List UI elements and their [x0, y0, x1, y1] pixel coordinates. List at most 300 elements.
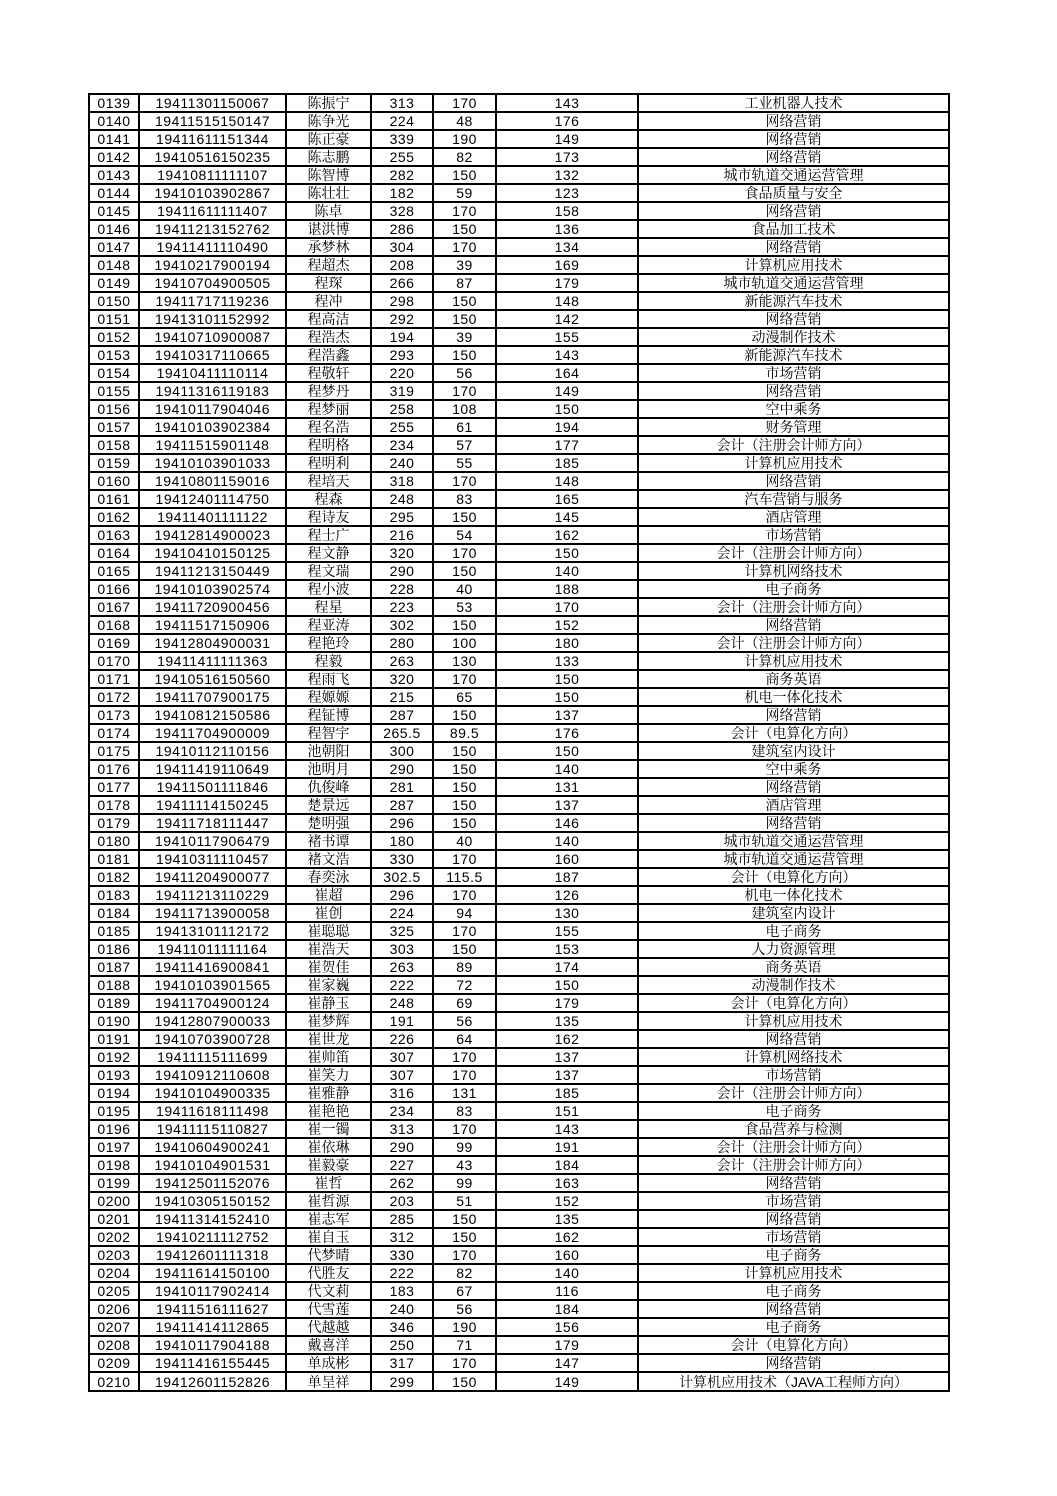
- cell-score-3: 148: [496, 292, 638, 310]
- cell-seq: 0187: [89, 958, 139, 976]
- cell-score-3: 179: [496, 1336, 638, 1354]
- cell-score-1: 320: [371, 544, 433, 562]
- cell-score-2: 108: [433, 400, 496, 418]
- cell-score-2: 71: [433, 1336, 496, 1354]
- table-row: [89, 922, 949, 940]
- cell-major: 市场营销: [638, 526, 949, 544]
- cell-name: 程雨飞: [286, 670, 371, 688]
- cell-exam-number: 19411713900058: [139, 904, 286, 922]
- cell-seq: 0190: [89, 1012, 139, 1030]
- cell-score-3: 165: [496, 490, 638, 508]
- cell-name: 崔志军: [286, 1210, 371, 1228]
- cell-exam-number: 19410704900505: [139, 274, 286, 292]
- cell-score-1: 250: [371, 1336, 433, 1354]
- cell-score-3: 151: [496, 1102, 638, 1120]
- cell-score-3: 158: [496, 202, 638, 220]
- cell-seq: 0210: [89, 1372, 139, 1391]
- cell-score-1: 183: [371, 1282, 433, 1300]
- cell-score-1: 313: [371, 1120, 433, 1138]
- cell-seq: 0158: [89, 436, 139, 454]
- cell-name: 崔创: [286, 904, 371, 922]
- table-row: [89, 1120, 949, 1138]
- table-row: [89, 274, 949, 292]
- cell-name: 程浩杰: [286, 328, 371, 346]
- cell-score-2: 150: [433, 616, 496, 634]
- cell-exam-number: 19411516111627: [139, 1300, 286, 1318]
- cell-score-2: 170: [433, 544, 496, 562]
- cell-seq: 0196: [89, 1120, 139, 1138]
- cell-score-3: 184: [496, 1300, 638, 1318]
- cell-score-1: 346: [371, 1318, 433, 1336]
- cell-score-3: 179: [496, 994, 638, 1012]
- cell-score-1: 234: [371, 1102, 433, 1120]
- table-row: [89, 1372, 949, 1391]
- cell-score-1: 182: [371, 184, 433, 202]
- cell-exam-number: 19410217900194: [139, 256, 286, 274]
- cell-name: 程钲博: [286, 706, 371, 724]
- cell-name: 崔聪聪: [286, 922, 371, 940]
- cell-score-1: 263: [371, 652, 433, 670]
- cell-seq: 0201: [89, 1210, 139, 1228]
- cell-major: 会计（注册会计师方向）: [638, 598, 949, 616]
- cell-exam-number: 19410103902574: [139, 580, 286, 598]
- cell-name: 陈争光: [286, 112, 371, 130]
- cell-seq: 0164: [89, 544, 139, 562]
- cell-seq: 0177: [89, 778, 139, 796]
- cell-seq: 0203: [89, 1246, 139, 1264]
- cell-major: 网络营销: [638, 616, 949, 634]
- cell-score-3: 180: [496, 634, 638, 652]
- cell-score-2: 150: [433, 940, 496, 958]
- cell-major: 会计（注册会计师方向）: [638, 544, 949, 562]
- cell-exam-number: 19413101112172: [139, 922, 286, 940]
- cell-major: 计算机应用技术（JAVA工程师方向）: [638, 1372, 949, 1391]
- cell-score-1: 330: [371, 1246, 433, 1264]
- cell-seq: 0183: [89, 886, 139, 904]
- cell-score-2: 150: [433, 310, 496, 328]
- cell-score-3: 162: [496, 1030, 638, 1048]
- cell-score-1: 290: [371, 1138, 433, 1156]
- cell-score-2: 115.5: [433, 868, 496, 886]
- table-row: [89, 1048, 949, 1066]
- table-row: [89, 850, 949, 868]
- table-row: [89, 724, 949, 742]
- cell-name: 程亚涛: [286, 616, 371, 634]
- cell-name: 程文静: [286, 544, 371, 562]
- cell-score-2: 61: [433, 418, 496, 436]
- cell-seq: 0186: [89, 940, 139, 958]
- cell-name: 崔哲源: [286, 1192, 371, 1210]
- cell-name: 程星: [286, 598, 371, 616]
- cell-score-1: 203: [371, 1192, 433, 1210]
- cell-seq: 0200: [89, 1192, 139, 1210]
- cell-exam-number: 19410103902867: [139, 184, 286, 202]
- cell-exam-number: 19411718111447: [139, 814, 286, 832]
- cell-score-2: 150: [433, 1372, 496, 1391]
- table-row: [89, 958, 949, 976]
- table-row: [89, 1300, 949, 1318]
- table-row: [89, 580, 949, 598]
- cell-name: 崔雅静: [286, 1084, 371, 1102]
- cell-major: 汽车营销与服务: [638, 490, 949, 508]
- cell-exam-number: 19411401111122: [139, 508, 286, 526]
- cell-name: 褚文浩: [286, 850, 371, 868]
- cell-major: 食品营养与检测: [638, 1120, 949, 1138]
- table-row: [89, 508, 949, 526]
- cell-seq: 0176: [89, 760, 139, 778]
- cell-score-1: 319: [371, 382, 433, 400]
- cell-seq: 0172: [89, 688, 139, 706]
- cell-exam-number: 19410912110608: [139, 1066, 286, 1084]
- cell-major: 电子商务: [638, 1318, 949, 1336]
- cell-score-1: 265.5: [371, 724, 433, 742]
- cell-score-1: 307: [371, 1066, 433, 1084]
- cell-exam-number: 19411517150906: [139, 616, 286, 634]
- cell-major: 网络营销: [638, 148, 949, 166]
- cell-name: 崔依琳: [286, 1138, 371, 1156]
- cell-seq: 0194: [89, 1084, 139, 1102]
- cell-major: 计算机应用技术: [638, 652, 949, 670]
- cell-exam-number: 19410103902384: [139, 418, 286, 436]
- cell-name: 程浩鑫: [286, 346, 371, 364]
- cell-seq: 0146: [89, 220, 139, 238]
- table-row: [89, 238, 949, 256]
- cell-exam-number: 19411707900175: [139, 688, 286, 706]
- cell-seq: 0174: [89, 724, 139, 742]
- cell-seq: 0156: [89, 400, 139, 418]
- cell-exam-number: 19410117902414: [139, 1282, 286, 1300]
- cell-name: 程嫄嫄: [286, 688, 371, 706]
- cell-score-2: 39: [433, 256, 496, 274]
- cell-score-2: 150: [433, 346, 496, 364]
- cell-score-3: 184: [496, 1156, 638, 1174]
- cell-name: 崔笑力: [286, 1066, 371, 1084]
- cell-major: 机电一体化技术: [638, 688, 949, 706]
- cell-score-2: 170: [433, 850, 496, 868]
- table-row: [89, 544, 949, 562]
- cell-exam-number: 19410117906479: [139, 832, 286, 850]
- table-row: [89, 292, 949, 310]
- cell-seq: 0169: [89, 634, 139, 652]
- cell-score-1: 248: [371, 490, 433, 508]
- cell-score-1: 208: [371, 256, 433, 274]
- cell-major: 网络营销: [638, 238, 949, 256]
- cell-exam-number: 19412501152076: [139, 1174, 286, 1192]
- cell-major: 电子商务: [638, 1102, 949, 1120]
- cell-score-3: 185: [496, 1084, 638, 1102]
- cell-major: 市场营销: [638, 1192, 949, 1210]
- cell-score-3: 156: [496, 1318, 638, 1336]
- cell-score-3: 143: [496, 346, 638, 364]
- cell-score-2: 82: [433, 1264, 496, 1282]
- table-row: [89, 688, 949, 706]
- cell-seq: 0199: [89, 1174, 139, 1192]
- cell-major: 会计（注册会计师方向）: [638, 1084, 949, 1102]
- cell-major: 市场营销: [638, 1228, 949, 1246]
- table-row: [89, 1228, 949, 1246]
- cell-seq: 0142: [89, 148, 139, 166]
- cell-name: 陈卓: [286, 202, 371, 220]
- cell-name: 谌洪博: [286, 220, 371, 238]
- cell-name: 代越越: [286, 1318, 371, 1336]
- cell-seq: 0192: [89, 1048, 139, 1066]
- cell-score-1: 307: [371, 1048, 433, 1066]
- cell-seq: 0180: [89, 832, 139, 850]
- cell-score-2: 65: [433, 688, 496, 706]
- cell-score-2: 99: [433, 1138, 496, 1156]
- table-row: [89, 184, 949, 202]
- cell-score-2: 51: [433, 1192, 496, 1210]
- cell-name: 承梦林: [286, 238, 371, 256]
- cell-score-3: 148: [496, 472, 638, 490]
- cell-score-2: 53: [433, 598, 496, 616]
- cell-score-1: 328: [371, 202, 433, 220]
- table-row: [89, 796, 949, 814]
- cell-major: 网络营销: [638, 1174, 949, 1192]
- cell-exam-number: 19412814900023: [139, 526, 286, 544]
- cell-score-3: 137: [496, 706, 638, 724]
- cell-score-1: 216: [371, 526, 433, 544]
- cell-score-3: 145: [496, 508, 638, 526]
- cell-score-1: 222: [371, 1264, 433, 1282]
- cell-score-2: 150: [433, 796, 496, 814]
- cell-score-1: 299: [371, 1372, 433, 1391]
- table-row: [89, 436, 949, 454]
- cell-score-2: 56: [433, 1300, 496, 1318]
- cell-score-1: 290: [371, 562, 433, 580]
- cell-score-2: 150: [433, 814, 496, 832]
- cell-score-2: 87: [433, 274, 496, 292]
- table-row: [89, 940, 949, 958]
- cell-major: 计算机应用技术: [638, 1012, 949, 1030]
- cell-seq: 0182: [89, 868, 139, 886]
- cell-exam-number: 19410317110665: [139, 346, 286, 364]
- table-row: [89, 1264, 949, 1282]
- cell-seq: 0175: [89, 742, 139, 760]
- table-row: [89, 562, 949, 580]
- cell-score-2: 150: [433, 220, 496, 238]
- table-row: [89, 976, 949, 994]
- cell-score-2: 170: [433, 202, 496, 220]
- cell-exam-number: 19411419110649: [139, 760, 286, 778]
- cell-score-1: 215: [371, 688, 433, 706]
- table-row: [89, 1336, 949, 1354]
- table-row: [89, 382, 949, 400]
- cell-score-1: 281: [371, 778, 433, 796]
- cell-seq: 0163: [89, 526, 139, 544]
- cell-name: 程培天: [286, 472, 371, 490]
- cell-seq: 0171: [89, 670, 139, 688]
- cell-seq: 0162: [89, 508, 139, 526]
- cell-score-2: 94: [433, 904, 496, 922]
- cell-score-3: 137: [496, 1048, 638, 1066]
- cell-major: 网络营销: [638, 310, 949, 328]
- cell-name: 楚明强: [286, 814, 371, 832]
- cell-score-3: 174: [496, 958, 638, 976]
- cell-exam-number: 19410117904188: [139, 1336, 286, 1354]
- cell-score-2: 57: [433, 436, 496, 454]
- cell-score-1: 240: [371, 454, 433, 472]
- cell-seq: 0207: [89, 1318, 139, 1336]
- cell-name: 代雪莲: [286, 1300, 371, 1318]
- cell-score-2: 130: [433, 652, 496, 670]
- table-row: [89, 1318, 949, 1336]
- cell-score-1: 255: [371, 418, 433, 436]
- cell-major: 会计（注册会计师方向）: [638, 436, 949, 454]
- table-row: [89, 706, 949, 724]
- cell-exam-number: 19411614150100: [139, 1264, 286, 1282]
- cell-score-1: 293: [371, 346, 433, 364]
- cell-exam-number: 19410801159016: [139, 472, 286, 490]
- cell-exam-number: 19411501111846: [139, 778, 286, 796]
- cell-major: 会计（电算化方向）: [638, 868, 949, 886]
- table-row: [89, 94, 949, 112]
- cell-score-1: 296: [371, 886, 433, 904]
- cell-score-2: 89: [433, 958, 496, 976]
- cell-score-2: 150: [433, 778, 496, 796]
- cell-exam-number: 19410112110156: [139, 742, 286, 760]
- cell-seq: 0155: [89, 382, 139, 400]
- table-row: [89, 670, 949, 688]
- cell-score-3: 137: [496, 796, 638, 814]
- cell-name: 池朝阳: [286, 742, 371, 760]
- cell-score-2: 150: [433, 166, 496, 184]
- table-row: [89, 148, 949, 166]
- table-row: [89, 526, 949, 544]
- cell-exam-number: 19411411110490: [139, 238, 286, 256]
- cell-seq: 0173: [89, 706, 139, 724]
- cell-seq: 0179: [89, 814, 139, 832]
- cell-major: 城市轨道交通运营管理: [638, 274, 949, 292]
- cell-major: 机电一体化技术: [638, 886, 949, 904]
- cell-exam-number: 19410117904046: [139, 400, 286, 418]
- cell-major: 网络营销: [638, 112, 949, 130]
- cell-major: 会计（电算化方向）: [638, 724, 949, 742]
- cell-score-1: 262: [371, 1174, 433, 1192]
- cell-name: 程梦丹: [286, 382, 371, 400]
- cell-seq: 0181: [89, 850, 139, 868]
- cell-score-1: 287: [371, 796, 433, 814]
- cell-score-3: 153: [496, 940, 638, 958]
- cell-seq: 0154: [89, 364, 139, 382]
- cell-score-1: 266: [371, 274, 433, 292]
- cell-seq: 0145: [89, 202, 139, 220]
- table-row: [89, 1066, 949, 1084]
- cell-name: 崔贺佳: [286, 958, 371, 976]
- cell-score-1: 180: [371, 832, 433, 850]
- cell-score-3: 188: [496, 580, 638, 598]
- table-row: [89, 994, 949, 1012]
- cell-major: 会计（注册会计师方向）: [638, 1156, 949, 1174]
- cell-score-2: 69: [433, 994, 496, 1012]
- cell-score-2: 170: [433, 922, 496, 940]
- table-row: [89, 1282, 949, 1300]
- cell-seq: 0168: [89, 616, 139, 634]
- cell-score-2: 39: [433, 328, 496, 346]
- cell-name: 代胜友: [286, 1264, 371, 1282]
- cell-major: 建筑室内设计: [638, 904, 949, 922]
- cell-score-3: 179: [496, 274, 638, 292]
- cell-name: 池明月: [286, 760, 371, 778]
- cell-score-3: 187: [496, 868, 638, 886]
- cell-score-2: 54: [433, 526, 496, 544]
- cell-seq: 0195: [89, 1102, 139, 1120]
- cell-score-1: 318: [371, 472, 433, 490]
- table-row: [89, 310, 949, 328]
- cell-major: 会计（注册会计师方向）: [638, 634, 949, 652]
- cell-score-1: 292: [371, 310, 433, 328]
- cell-score-3: 160: [496, 1246, 638, 1264]
- cell-name: 崔梦辉: [286, 1012, 371, 1030]
- table-row: [89, 1084, 949, 1102]
- cell-score-2: 150: [433, 562, 496, 580]
- cell-name: 程艳玲: [286, 634, 371, 652]
- cell-score-3: 185: [496, 454, 638, 472]
- table-row: [89, 598, 949, 616]
- cell-score-1: 222: [371, 976, 433, 994]
- cell-score-2: 83: [433, 490, 496, 508]
- table-row: [89, 130, 949, 148]
- cell-exam-number: 19410311110457: [139, 850, 286, 868]
- cell-score-2: 170: [433, 1354, 496, 1372]
- cell-exam-number: 19410104901531: [139, 1156, 286, 1174]
- cell-exam-number: 19411114150245: [139, 796, 286, 814]
- cell-name: 程名浩: [286, 418, 371, 436]
- cell-exam-number: 19411515901148: [139, 436, 286, 454]
- cell-exam-number: 19411618111498: [139, 1102, 286, 1120]
- cell-seq: 0160: [89, 472, 139, 490]
- cell-seq: 0149: [89, 274, 139, 292]
- table-row: [89, 166, 949, 184]
- cell-score-1: 339: [371, 130, 433, 148]
- cell-score-2: 170: [433, 472, 496, 490]
- cell-exam-number: 19411720900456: [139, 598, 286, 616]
- cell-seq: 0161: [89, 490, 139, 508]
- cell-score-3: 163: [496, 1174, 638, 1192]
- cell-exam-number: 19411213152762: [139, 220, 286, 238]
- cell-score-1: 287: [371, 706, 433, 724]
- table-row: [89, 760, 949, 778]
- cell-score-3: 126: [496, 886, 638, 904]
- cell-seq: 0167: [89, 598, 139, 616]
- cell-major: 电子商务: [638, 922, 949, 940]
- table-row: [89, 904, 949, 922]
- cell-score-3: 131: [496, 778, 638, 796]
- cell-exam-number: 19410516150560: [139, 670, 286, 688]
- cell-major: 市场营销: [638, 1066, 949, 1084]
- cell-exam-number: 19412401114750: [139, 490, 286, 508]
- cell-exam-number: 19411115111699: [139, 1048, 286, 1066]
- table-row: [89, 1174, 949, 1192]
- cell-exam-number: 19411411111363: [139, 652, 286, 670]
- table-row: [89, 1030, 949, 1048]
- cell-seq: 0150: [89, 292, 139, 310]
- cell-score-1: 220: [371, 364, 433, 382]
- cell-major: 空中乘务: [638, 760, 949, 778]
- cell-exam-number: 19413101152992: [139, 310, 286, 328]
- cell-score-3: 176: [496, 112, 638, 130]
- cell-score-3: 142: [496, 310, 638, 328]
- cell-exam-number: 19411316119183: [139, 382, 286, 400]
- cell-score-1: 312: [371, 1228, 433, 1246]
- cell-seq: 0206: [89, 1300, 139, 1318]
- cell-score-3: 135: [496, 1210, 638, 1228]
- cell-name: 程智宇: [286, 724, 371, 742]
- cell-name: 崔浩天: [286, 940, 371, 958]
- cell-exam-number: 19411704900009: [139, 724, 286, 742]
- cell-score-3: 133: [496, 652, 638, 670]
- cell-major: 网络营销: [638, 1354, 949, 1372]
